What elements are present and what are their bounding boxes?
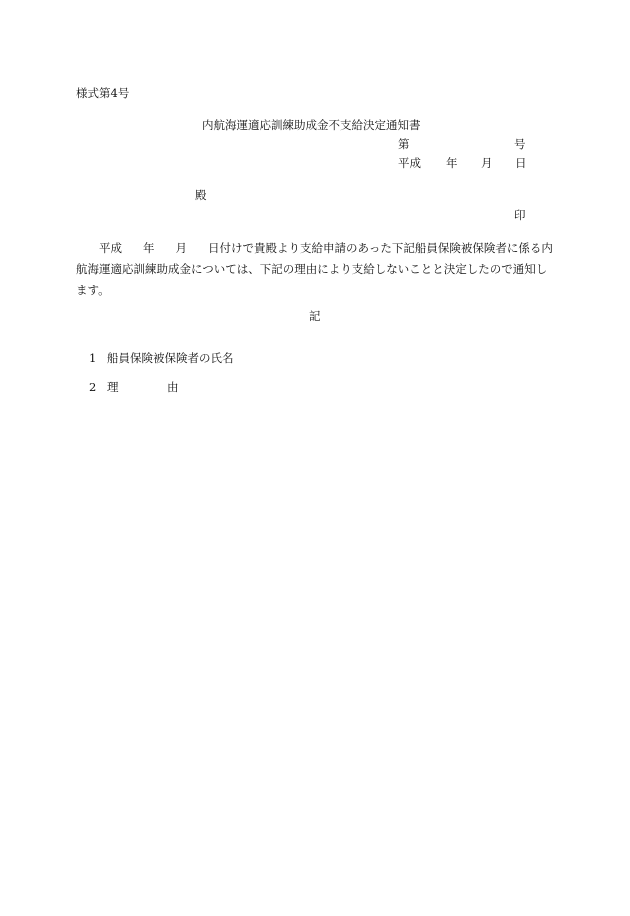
body-era: 平成 bbox=[99, 241, 122, 255]
date-year: 年 bbox=[446, 156, 458, 170]
doc-number-prefix: 第 bbox=[398, 137, 410, 151]
seal-mark: 印 bbox=[514, 208, 526, 222]
item-2-label-b: 由 bbox=[167, 380, 179, 394]
date-day: 日 bbox=[515, 156, 527, 170]
notice-body bbox=[76, 238, 554, 301]
doc-number-suffix: 号 bbox=[514, 137, 526, 151]
body-year: 年 bbox=[143, 241, 155, 255]
ki-heading: 記 bbox=[309, 309, 321, 323]
document-title: 内航海運適応訓練助成金不支給決定通知書 bbox=[202, 118, 421, 132]
recipient-honorific: 殿 bbox=[195, 188, 207, 202]
item-1-label: 船員保険被保険者の氏名 bbox=[107, 351, 234, 365]
item-2-label-a: 理 bbox=[107, 380, 119, 394]
item-1-number: 1 bbox=[89, 351, 97, 365]
body-month: 月 bbox=[175, 241, 187, 255]
item-2-number: 2 bbox=[89, 380, 97, 394]
date-era: 平成 bbox=[398, 156, 421, 170]
body-text: 日付けで貴殿より支給申請のあった下記船員保険被保険者に係る内航海運適応訓練助成金については、下記の理由により支給しないことと決定したので通知します。 bbox=[76, 241, 553, 297]
date-month: 月 bbox=[481, 156, 493, 170]
form-number: 様式第4号 bbox=[76, 86, 130, 100]
